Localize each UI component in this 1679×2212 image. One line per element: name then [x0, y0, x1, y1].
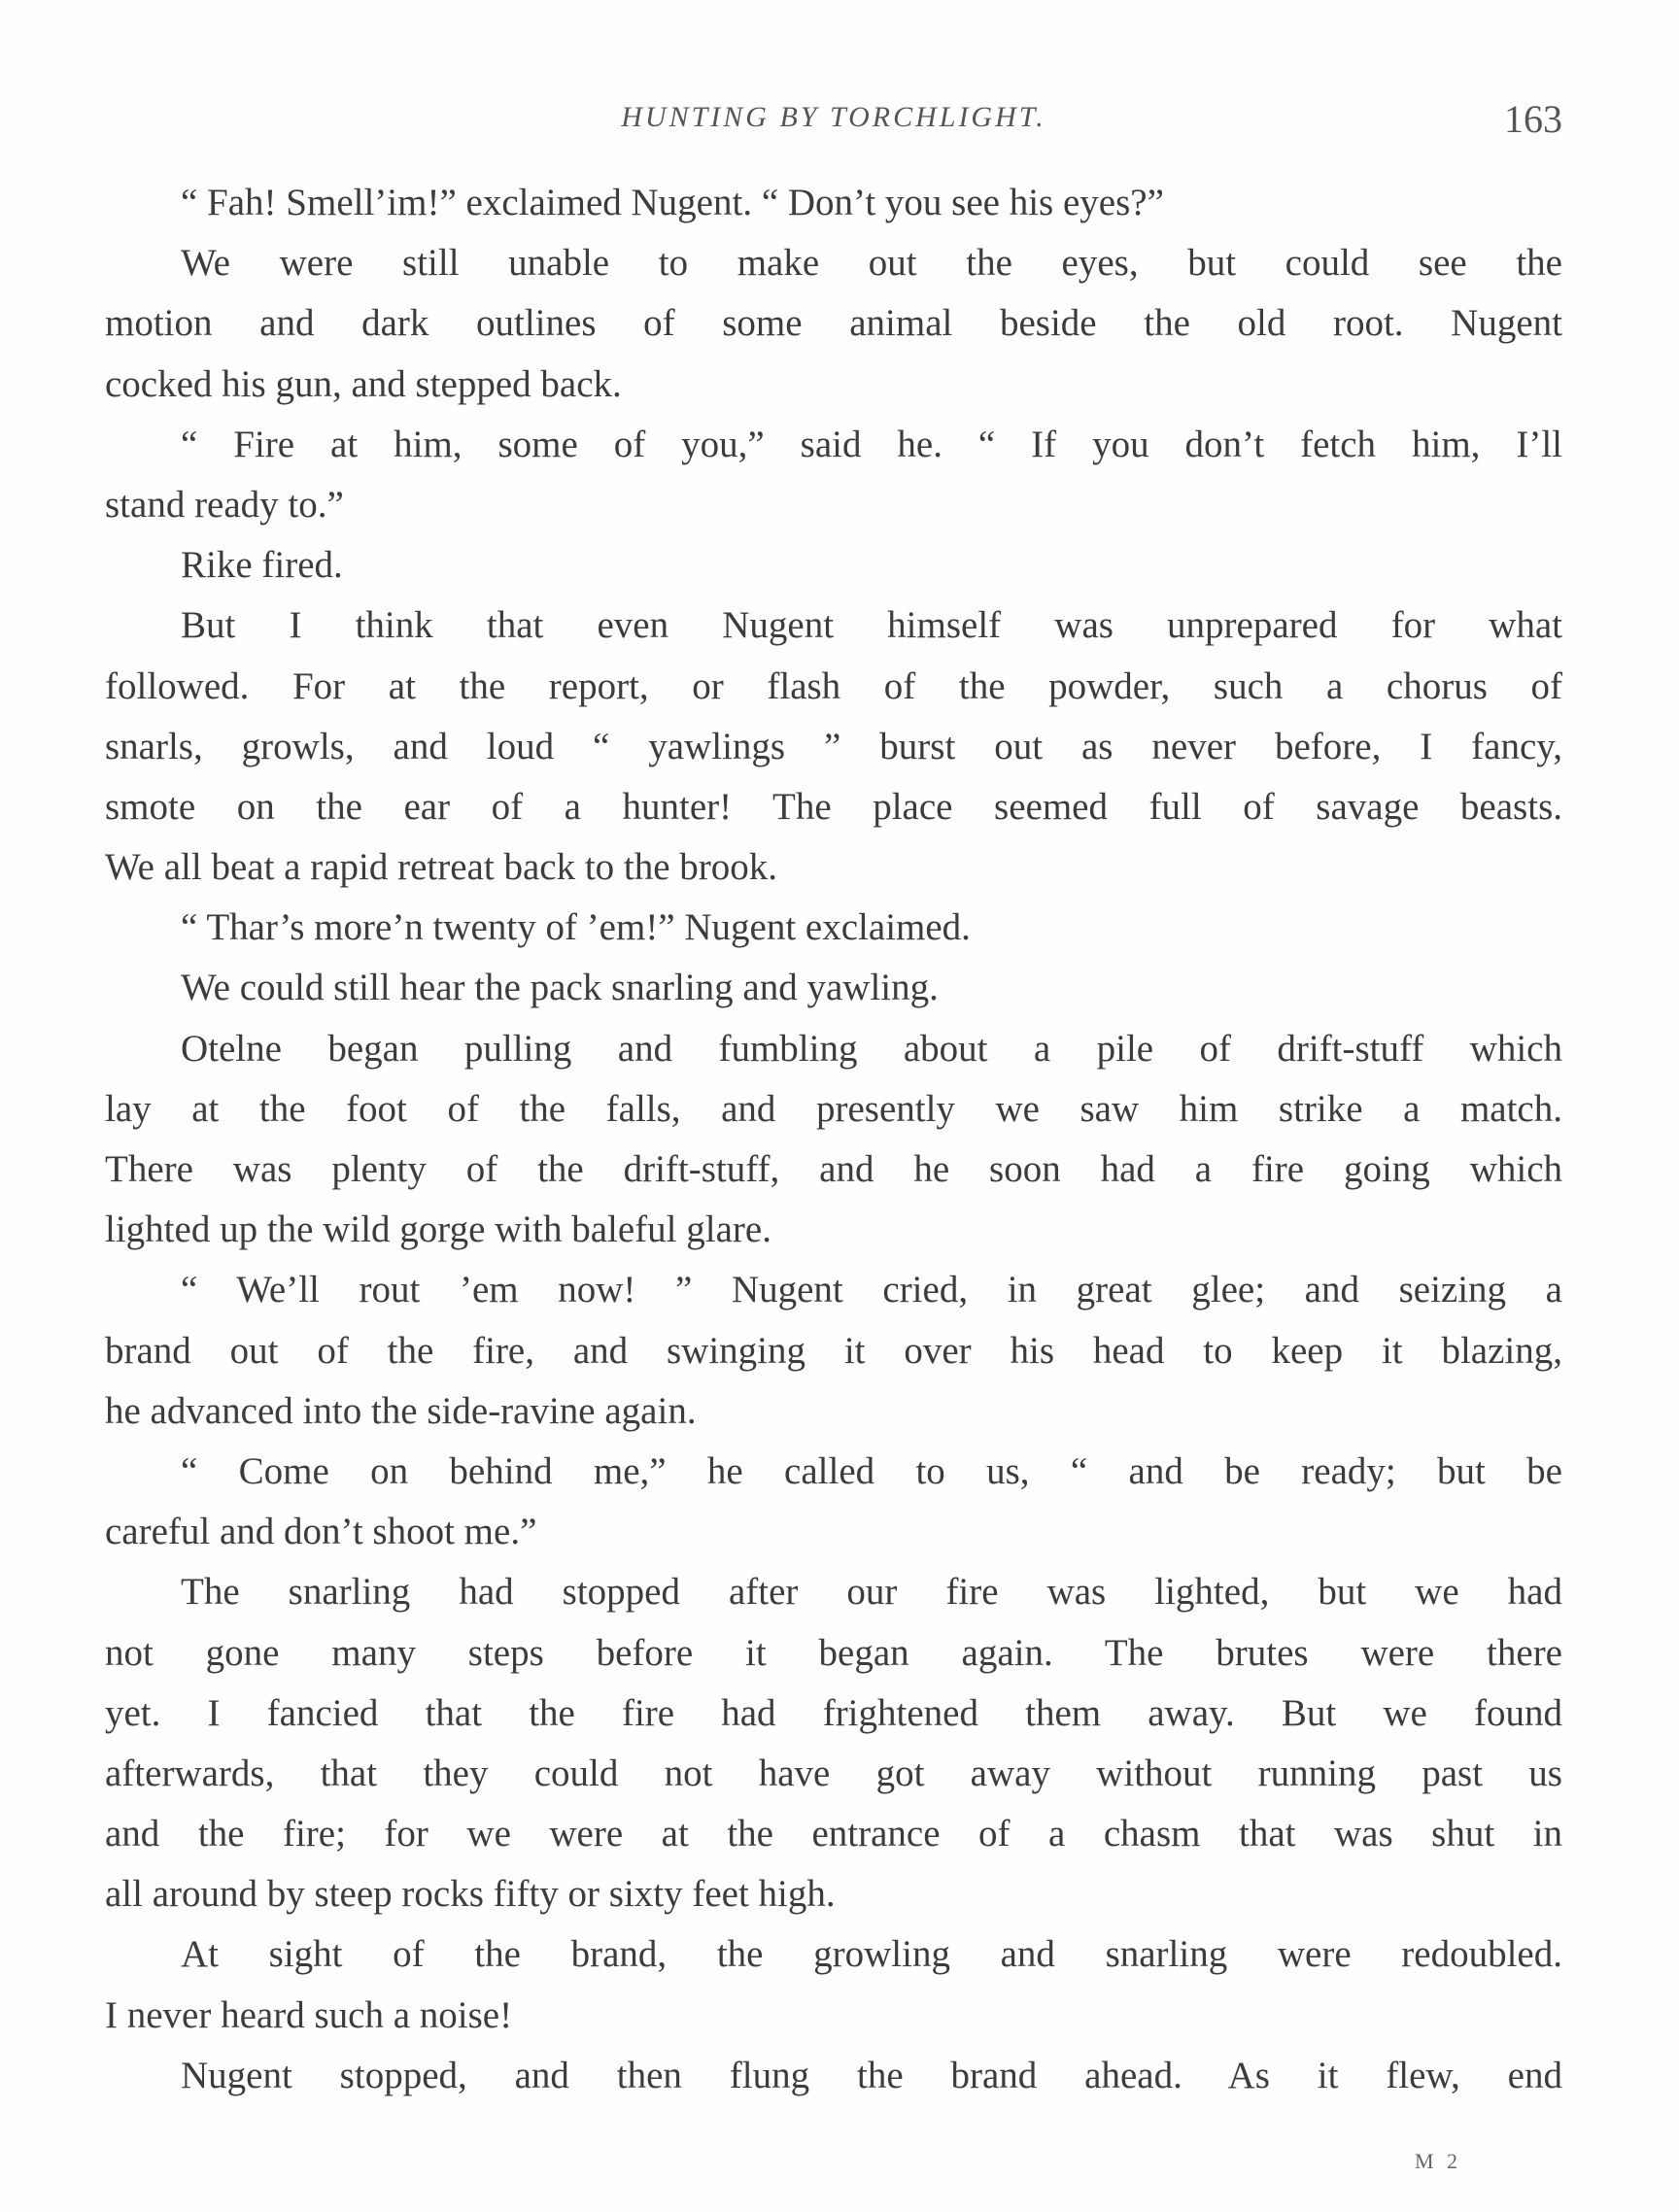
text-line: “ Thar’s more’n twenty of ’em!” Nugent exclaimed.	[181, 906, 971, 949]
running-head	[105, 93, 1562, 142]
text-line: “ We’ll rout ’em now! ” Nugent cried, in great glee; and seizing a	[181, 1269, 1562, 1311]
text-line: We could still hear the pack snarling and yawling.	[181, 967, 939, 1009]
text-line: We all beat a rapid retreat back to the brook.	[105, 846, 778, 889]
text-line: lighted up the wild gorge with baleful glare.	[105, 1208, 771, 1251]
text-line: cocked his gun, and stepped back.	[105, 362, 622, 405]
text-line: afterwards, that they could not have got away without running past us	[105, 1752, 1562, 1794]
text-line: At sight of the brand, the growling and snarling were redoubled.	[181, 1933, 1562, 1976]
text-line: he advanced into the side-ravine again.	[105, 1389, 697, 1432]
text-line: We were still unable to make out the eyes, but could see the	[181, 242, 1562, 285]
text-line: yet. I fancied that the fire had frightened them away. But we found	[105, 1691, 1562, 1734]
text-line: Rike fired.	[181, 544, 343, 587]
text-line: But I think that even Nugent himself was unprepared for what	[181, 604, 1562, 647]
text-line: smote on the ear of a hunter! The place seemed full of savage beasts.	[105, 785, 1562, 828]
text-line: Nugent stopped, and then flung the brand ahead. As it flew, end	[181, 2054, 1562, 2096]
text-line: followed. For at the report, or flash of the powder, such a chorus of	[105, 664, 1562, 707]
page-number: 163	[1504, 97, 1562, 141]
running-title: HUNTING BY TORCHLIGHT.	[621, 101, 1046, 133]
text-line: motion and dark outlines of some animal beside the old root. Nugent	[105, 302, 1562, 345]
text-line: “ Come on behind me,” he called to us, “ and be ready; but be	[181, 1449, 1562, 1492]
text-line: Otelne began pulling and fumbling about a pile of drift-stuff which	[181, 1027, 1562, 1070]
text-line: all around by steep rocks fifty or sixty feet high.	[105, 1873, 836, 1916]
text-line: The snarling had stopped after our fire was lighted, but we had	[181, 1571, 1562, 1614]
text-line: brand out of the fire, and swinging it over his head to keep it blazing,	[105, 1329, 1562, 1372]
text-line: There was plenty of the drift-stuff, and he soon had a fire going which	[105, 1148, 1562, 1190]
text-line: “ Fire at him, some of you,” said he. “ If you don’t fetch him, I’ll	[181, 423, 1562, 465]
text-line: and the fire; for we were at the entrance of a chasm that was shut in	[105, 1813, 1562, 1855]
text-line: not gone many steps before it began again. The brutes were there	[105, 1631, 1562, 1674]
text-line: “ Fah! Smell’im!” exclaimed Nugent. “ Don’t you see his eyes?”	[181, 182, 1164, 223]
text-line: stand ready to.”	[105, 483, 344, 526]
text-line: lay at the foot of the falls, and presently we saw him strike a match.	[105, 1087, 1562, 1130]
text-line: I never heard such a noise!	[105, 1993, 513, 2036]
body-text	[105, 173, 1562, 2106]
text-line: careful and don’t shoot me.”	[105, 1511, 537, 1553]
signature-mark: M 2	[1415, 2149, 1462, 2173]
text-line: snarls, growls, and loud “ yawlings ” burst out as never before, I fancy,	[105, 725, 1562, 767]
